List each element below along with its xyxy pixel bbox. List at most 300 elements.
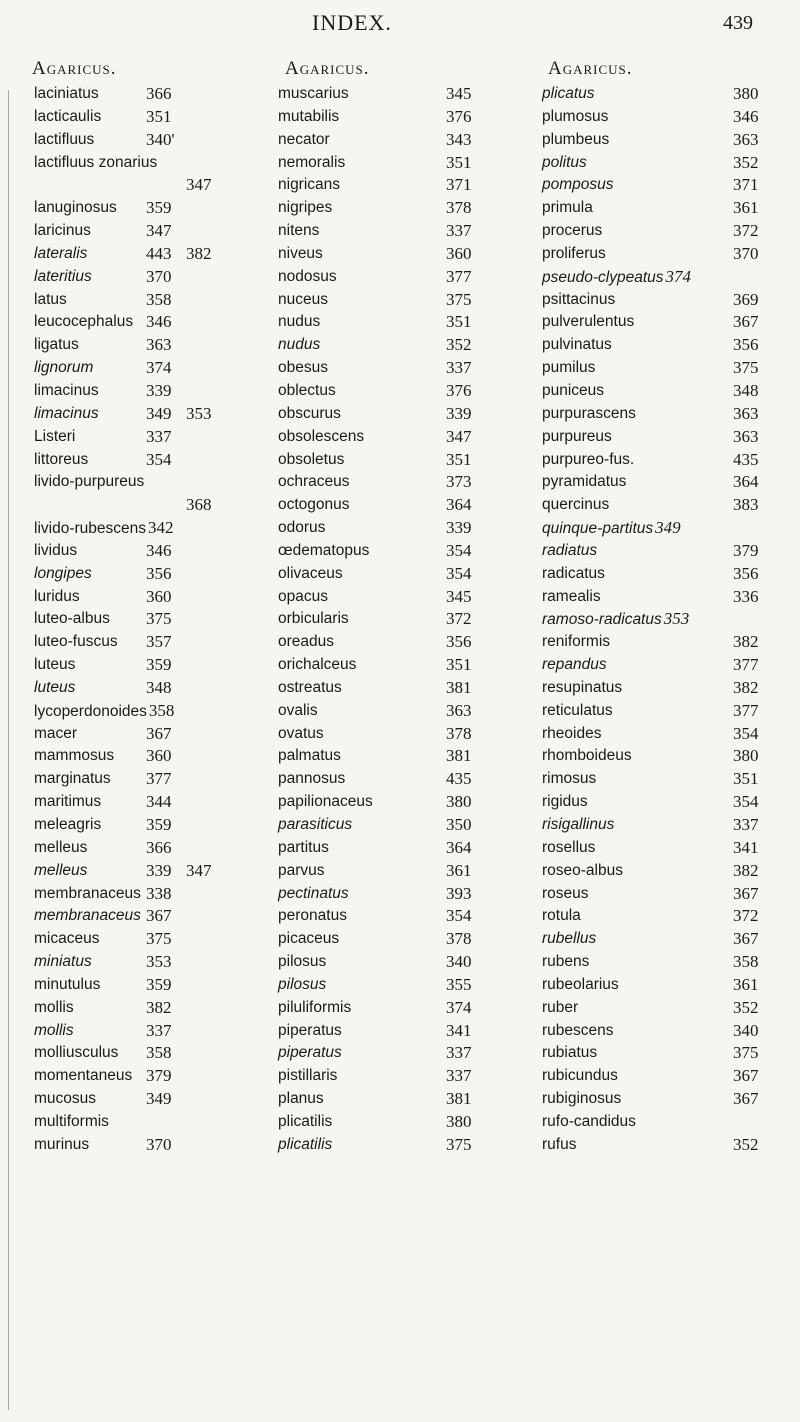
entry-term: lividus: [34, 541, 78, 559]
entry-page-number: 339: [146, 860, 172, 880]
index-entry: [278, 311, 523, 334]
index-entry: [278, 243, 523, 266]
entry-term: murinus: [34, 1135, 90, 1153]
entry-page-number: 364: [446, 495, 472, 515]
index-entry: [34, 860, 279, 883]
entry-term: macer: [34, 724, 78, 742]
entry-page-number: 371: [733, 175, 759, 195]
index-entry: [34, 631, 279, 654]
entry-term: ruber: [542, 998, 579, 1016]
index-entry: [542, 449, 787, 472]
entry-page-number: 358: [146, 289, 172, 309]
entry-term: nudus: [278, 336, 321, 354]
index-entry: [34, 334, 279, 357]
entry-term: proliferus: [542, 244, 606, 262]
entry-page-number: 372: [446, 609, 472, 629]
entry-page-number: 379: [146, 1066, 172, 1086]
entry-page-number: 339: [146, 380, 172, 400]
entry-term: pilosus: [278, 953, 327, 971]
index-entry: [278, 471, 523, 494]
index-entry: [278, 951, 523, 974]
entry-page-number: 376: [446, 106, 472, 126]
entry-page-number: 368: [186, 495, 212, 515]
index-entry: [542, 243, 787, 266]
column-heading-2: Agaricus.: [285, 58, 370, 79]
entry-term: partitus: [278, 838, 329, 856]
index-entry: [278, 883, 523, 906]
entry-term: longipes: [34, 564, 92, 582]
entry-term: mollis: [34, 1021, 74, 1039]
index-entry: [542, 494, 787, 517]
index-entry: [278, 357, 523, 380]
entry-page-number: 377: [733, 655, 759, 675]
entry-term: parasiticus: [278, 816, 353, 833]
entry-page-number: 380: [733, 746, 759, 766]
entry-term: rosellus: [542, 838, 596, 856]
entry-page-number: 346: [146, 312, 172, 332]
entry-page-number: 366: [146, 84, 172, 103]
entry-page-number: 359: [146, 198, 172, 218]
entry-term: latus: [34, 290, 67, 308]
entry-term: nudus: [278, 313, 321, 331]
entry-term: pulvinatus: [542, 336, 612, 354]
entry-term: rotula: [542, 907, 581, 925]
entry-page-number: 351: [146, 106, 172, 126]
index-entry: [542, 883, 787, 906]
entry-term: maritimus: [34, 793, 102, 811]
index-entry: [278, 197, 523, 220]
index-entry: [278, 129, 523, 152]
index-entry: [34, 152, 279, 175]
entry-page-number: 363: [146, 335, 172, 355]
entry-page-number: 346: [146, 540, 172, 560]
entry-page-number: 351: [733, 769, 759, 789]
entry-term: orichalceus: [278, 656, 357, 674]
index-entry: [34, 449, 279, 472]
entry-page-number: 383: [733, 495, 759, 515]
index-entry: [34, 129, 279, 152]
entry-page-number: 348: [146, 677, 172, 697]
entry-term: obsolescens: [278, 427, 365, 445]
entry-term: necator: [278, 130, 330, 148]
entry-term: multiformis: [34, 1112, 109, 1130]
entry-page-number: 341: [446, 1020, 472, 1040]
index-entry: [542, 197, 787, 220]
index-entry: [542, 311, 787, 334]
entry-page-number: 377: [146, 769, 172, 789]
entry-page-number: 352: [733, 997, 759, 1017]
entry-term: rhomboideus: [542, 747, 632, 765]
index-entry: [278, 745, 523, 768]
index-entry: [542, 426, 787, 449]
entry-page-number: 349: [146, 1089, 172, 1109]
entry-page-number: 380: [446, 1111, 472, 1131]
entry-page-number: 356: [733, 563, 759, 583]
entry-term: obscurus: [278, 404, 341, 422]
entry-term: laciniatus: [34, 85, 99, 102]
index-entry: [542, 997, 787, 1020]
entry-page-number: 367: [733, 929, 759, 949]
entry-term: minutulus: [34, 975, 101, 993]
entry-page-number: 378: [446, 723, 472, 743]
entry-page-number: 367: [146, 723, 172, 743]
entry-term: plicatus: [542, 85, 595, 102]
entry-page-number: 342: [148, 518, 174, 538]
entry-term: livido-purpureus: [34, 473, 145, 491]
entry-page-number: 358: [733, 952, 759, 972]
index-entry: [542, 220, 787, 243]
entry-page-number: 375: [446, 289, 472, 309]
entry-page-number: 372: [733, 906, 759, 926]
index-entry: [278, 608, 523, 631]
index-entry: [34, 540, 279, 563]
entry-term: membranaceus: [34, 884, 141, 902]
index-entry: [542, 357, 787, 380]
entry-term: pilosus: [278, 975, 327, 993]
entry-page-number: 382: [186, 243, 212, 263]
entry-term: pectinatus: [278, 884, 349, 902]
entry-page-number: 354: [733, 723, 759, 743]
entry-term: rufus: [542, 1135, 577, 1153]
entry-term: obesus: [278, 359, 328, 377]
entry-page-number: 380: [446, 792, 472, 812]
entry-term: purpureus: [542, 427, 612, 445]
entry-term: mammosus: [34, 747, 115, 765]
index-entry: [542, 1111, 787, 1134]
entry-page-number: 382: [146, 997, 172, 1017]
entry-page-number: 382: [733, 632, 759, 652]
entry-term: luteo-albus: [34, 610, 110, 628]
page-header: [0, 0, 800, 44]
index-column-2: [278, 83, 523, 1157]
entry-page-number: 379: [733, 540, 759, 560]
entry-page-number: 361: [733, 974, 759, 994]
entry-page-number: 353: [663, 609, 690, 629]
entry-page-number: 346: [733, 106, 759, 126]
entry-page-number: 367: [146, 906, 172, 926]
entry-page-number: 377: [446, 266, 472, 286]
entry-term: rubiginosus: [542, 1090, 622, 1108]
entry-page-number: 337: [446, 221, 472, 241]
entry-term: risigallinus: [542, 816, 615, 833]
entry-term: ostreatus: [278, 678, 342, 696]
entry-page-number: 435: [446, 769, 472, 789]
entry-page-number: 359: [146, 974, 172, 994]
index-entry: [34, 768, 279, 791]
entry-page-number: 443: [146, 243, 172, 263]
entry-page-number: 353: [146, 952, 172, 972]
index-entry: [34, 289, 279, 312]
entry-page-number: 381: [446, 677, 472, 697]
index-column-3: [542, 83, 787, 1157]
entry-page-number: 351: [446, 312, 472, 332]
index-entry: [542, 1134, 787, 1157]
index-entry: [278, 631, 523, 654]
index-entry: [34, 311, 279, 334]
index-entry: [34, 997, 279, 1020]
entry-term: pannosus: [278, 770, 346, 788]
index-entry: [34, 883, 279, 906]
index-entry: [542, 928, 787, 951]
entry-term: reniformis: [542, 633, 611, 651]
index-entry: [542, 860, 787, 883]
index-entry: [278, 152, 523, 175]
entry-term: ochraceus: [278, 473, 350, 491]
entry-page-number: 352: [733, 152, 759, 172]
entry-page-number: 351: [446, 655, 472, 675]
entry-term: puniceus: [542, 381, 605, 399]
index-entry: [278, 837, 523, 860]
entry-term: nodosus: [278, 267, 337, 285]
index-entry: [542, 380, 787, 403]
index-entry: [542, 586, 787, 609]
index-entry: [542, 266, 787, 289]
entry-term: purpureo-fus.: [542, 450, 635, 468]
entry-page-number: 378: [446, 929, 472, 949]
entry-page-number: 347: [186, 860, 212, 880]
index-entry: [542, 106, 787, 129]
entry-term: rubeolarius: [542, 975, 619, 993]
index-entry: [542, 1065, 787, 1088]
entry-page-number: 375: [733, 358, 759, 378]
entry-page-number: 337: [446, 1066, 472, 1086]
entry-term: piperatus: [278, 1021, 342, 1039]
entry-page-number: 359: [146, 655, 172, 675]
entry-term: membranaceus: [34, 907, 141, 925]
entry-page-number: 371: [446, 175, 472, 195]
entry-term: lanuginosus: [34, 199, 117, 217]
entry-page-number: 347: [146, 221, 172, 241]
entry-page-number: 372: [733, 221, 759, 241]
index-column-1: [34, 83, 279, 1157]
entry-term: roseo-albus: [542, 861, 623, 879]
index-entry: [542, 791, 787, 814]
entry-page-number: 354: [446, 906, 472, 926]
index-entry: [278, 1134, 523, 1157]
entry-page-number: 374: [665, 266, 691, 286]
entry-term: plicatilis: [278, 1135, 333, 1153]
index-entry: [278, 928, 523, 951]
entry-page-number: 345: [446, 586, 472, 606]
entry-term: primula: [542, 199, 593, 217]
entry-page-number: 382: [733, 860, 759, 880]
entry-page-number: 347: [446, 426, 472, 446]
entry-term: palmatus: [278, 747, 341, 765]
index-entry: [278, 1111, 523, 1134]
index-entry: [34, 471, 279, 494]
entry-term: leucocephalus: [34, 313, 134, 331]
entry-term: mollis: [34, 998, 74, 1016]
entry-term: plumbeus: [542, 130, 610, 148]
index-entry: [34, 403, 279, 426]
entry-term: octogonus: [278, 496, 350, 514]
entry-page-number: 361: [733, 198, 759, 218]
entry-page-number: 352: [446, 335, 472, 355]
column-heading-1: Agaricus.: [32, 58, 117, 79]
entry-page-number: 366: [146, 837, 172, 857]
index-entry: [34, 608, 279, 631]
entry-page-number: 381: [446, 746, 472, 766]
index-entry: [34, 197, 279, 220]
index-entry: [542, 768, 787, 791]
entry-page-number: 359: [146, 815, 172, 834]
entry-term: lycoperdonoides 358: [34, 700, 175, 720]
entry-term: peronatus: [278, 907, 347, 925]
index-entry: [542, 951, 787, 974]
index-entry: [278, 974, 523, 997]
entry-term: limacinus: [34, 404, 99, 422]
entry-term: ramealis: [542, 587, 601, 605]
index-entry: [542, 1088, 787, 1111]
entry-term: purpurascens: [542, 404, 636, 422]
entry-term: luridus: [34, 587, 80, 605]
entry-page-number: 349: [146, 403, 172, 423]
entry-term: procerus: [542, 222, 603, 240]
entry-term: lactifluus: [34, 130, 95, 148]
entry-page-number: 363: [733, 403, 759, 423]
index-entry: [542, 540, 787, 563]
entry-term: muscarius: [278, 85, 349, 102]
entry-page-number: 376: [446, 380, 472, 400]
entry-page-number: 339: [446, 518, 472, 538]
entry-page-number: 340: [446, 952, 472, 972]
entry-page-number: 350: [446, 815, 472, 834]
entry-term: laricinus: [34, 222, 91, 240]
entry-term: molliusculus: [34, 1044, 119, 1062]
entry-page-number: 375: [146, 929, 172, 949]
index-entry: [542, 403, 787, 426]
index-entry: [278, 814, 523, 837]
entry-page-number: 374: [146, 358, 172, 378]
entry-page-number: 356: [733, 335, 759, 355]
index-entry: [278, 860, 523, 883]
index-entry: [34, 814, 279, 837]
index-entry: [542, 677, 787, 700]
entry-term: ovatus: [278, 724, 324, 742]
entry-term: radicatus: [542, 564, 605, 582]
index-entry: [34, 1111, 279, 1134]
index-entry: [542, 83, 787, 106]
entry-page-number: 370: [146, 1134, 172, 1154]
entry-term: melleus: [34, 838, 88, 856]
entry-page-number: 367: [733, 312, 759, 332]
entry-page-number: 348: [733, 380, 759, 400]
entry-term: ramoso-radicatus 353: [542, 609, 690, 629]
index-entry: [542, 814, 787, 837]
index-entry: [34, 380, 279, 403]
entry-page-number: 351: [446, 449, 472, 469]
entry-term: meleagris: [34, 816, 102, 833]
entry-page-number: 360: [146, 586, 172, 606]
index-entry: [278, 380, 523, 403]
entry-term: repandus: [542, 656, 607, 674]
entry-term: roseus: [542, 884, 589, 902]
entry-term: œdematopus: [278, 541, 370, 559]
left-margin-rule: [8, 90, 9, 1410]
entry-page-number: 354: [446, 540, 472, 560]
page-title: INDEX.: [312, 10, 392, 35]
entry-page-number: 356: [446, 632, 472, 652]
index-entry: [278, 654, 523, 677]
entry-page-number: 352: [733, 1134, 759, 1154]
entry-page-number: 341: [733, 837, 759, 857]
entry-term: obsoletus: [278, 450, 345, 468]
index-entry: [34, 357, 279, 380]
index-entry: [542, 1042, 787, 1065]
index-entry: [542, 745, 787, 768]
entry-term: pseudo-clypeatus 374: [542, 266, 691, 286]
entry-page-number: 369: [733, 289, 759, 309]
index-entry: [34, 745, 279, 768]
entry-term: littoreus: [34, 450, 89, 468]
index-entry: [542, 1020, 787, 1043]
entry-term: mucosus: [34, 1090, 97, 1108]
entry-page-number: 360: [146, 746, 172, 766]
entry-term: rufo-candidus: [542, 1112, 636, 1130]
index-entry: [542, 471, 787, 494]
entry-term: orbicularis: [278, 610, 349, 628]
entry-page-number: 375: [733, 1043, 759, 1063]
index-entry: [278, 426, 523, 449]
entry-term: plicatilis: [278, 1112, 333, 1130]
entry-term: lacticaulis: [34, 107, 102, 125]
entry-page-number: 354: [146, 449, 172, 469]
index-entry: [278, 540, 523, 563]
entry-page-number: 367: [733, 1089, 759, 1109]
entry-page-number: 370: [733, 243, 759, 263]
entry-term: quinque-partitus 349: [542, 518, 681, 538]
entry-term: Listeri: [34, 427, 76, 445]
entry-term: melleus: [34, 861, 88, 879]
entry-page-number: 393: [446, 883, 472, 903]
entry-term: psittacinus: [542, 290, 616, 308]
entry-term: nemoralis: [278, 153, 346, 171]
index-entry: [34, 700, 279, 723]
entry-page-number: 357: [146, 632, 172, 652]
entry-term: livido-rubescens 342: [34, 518, 174, 538]
entry-term: nuceus: [278, 290, 328, 308]
entry-term: mutabilis: [278, 107, 340, 125]
index-entry: [542, 608, 787, 631]
index-entry: [278, 403, 523, 426]
entry-term: quercinus: [542, 496, 610, 514]
entry-term: micaceus: [34, 930, 100, 948]
index-entry: [278, 449, 523, 472]
entry-page-number: 370: [146, 266, 172, 286]
index-entry: [34, 905, 279, 928]
index-entry: [34, 723, 279, 746]
entry-page-number: 337: [146, 426, 172, 446]
index-entry: [34, 837, 279, 860]
index-entry: [34, 494, 279, 517]
index-entry: [278, 1020, 523, 1043]
index-entry: [34, 266, 279, 289]
entry-page-number: 353: [186, 403, 212, 423]
entry-page-number: 375: [446, 1134, 472, 1154]
index-entry: [278, 83, 523, 106]
entry-page-number: 343: [446, 129, 472, 149]
entry-term: limacinus: [34, 381, 99, 399]
entry-term: resupinatus: [542, 678, 623, 696]
index-entry: [278, 1042, 523, 1065]
index-entry: [278, 494, 523, 517]
entry-term: oreadus: [278, 633, 335, 651]
entry-page-number: 367: [733, 1066, 759, 1086]
entry-page-number: 373: [446, 472, 472, 492]
index-entry: [34, 974, 279, 997]
entry-page-number: 337: [146, 1020, 172, 1040]
entry-page-number: 360: [446, 243, 472, 263]
